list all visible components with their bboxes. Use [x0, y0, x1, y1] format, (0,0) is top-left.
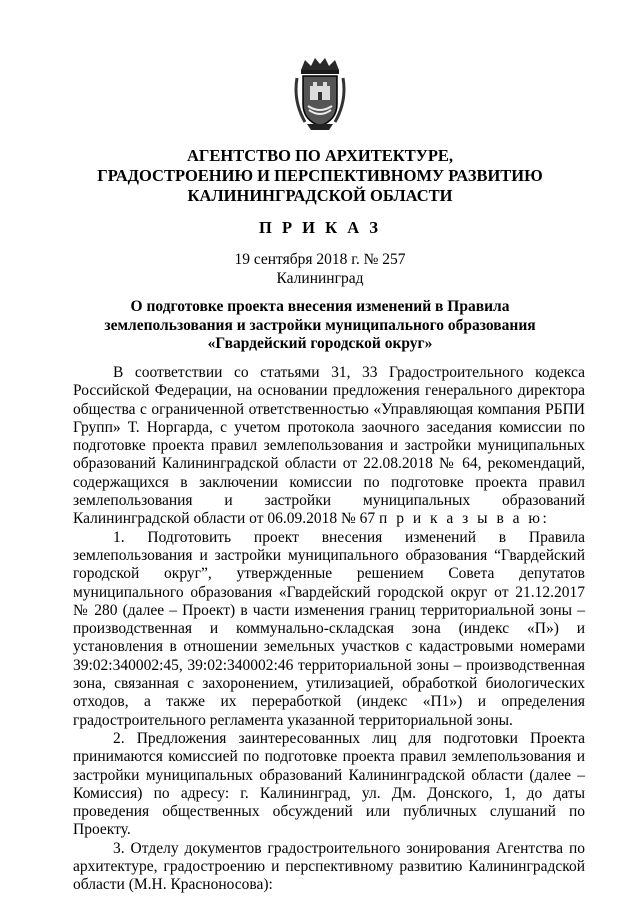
agency-line-2: ГРАДОСТРОЕНИЮ И ПЕРСПЕКТИВНОМУ РАЗВИТИЮ	[97, 166, 543, 185]
preamble-text: В соответствии со статьями 31, 33 Градостроительного кодекса Российской Федерации, на основании предложения генерального директора общества с ограниченной ответственностью «Управляющая компания РБПИ Групп» Т. Норгарда, с учетом протокола заочного заседания комиссии по подготовке проекта правил землепользования и застройки муниципальных образований Калининградской области от 22.08.2018 № 64, рекомендаций, содержащихся в заключении комиссии по подготовке проекта правил землепользования и застройки муниципальных образований Калининградской области от 06.09.2018 № 67	[73, 364, 585, 528]
subject-line-2: землепользования и застройки муниципального образования	[104, 316, 536, 334]
agency-name	[60, 146, 580, 206]
subject-line-3: «Гвардейский городской округ»	[207, 335, 433, 352]
order-city: Калининград	[276, 270, 364, 287]
item-1-paragraph: 1. Подготовить проект внесения изменений в Правила землепользования и застройки муниципального образования “Гвардейский городской округ”, утвержденные решением Совета депутатов муниципального образования «Гвардейский городской округ от 21.12.2017 № 280 (далее – Проект) в части изменения границ территориальной зоны – производственная и коммунально-складская зона (индекс «П») и установления в отношении земельных участков с кадастровыми номерами 39:02:340002:45, 39:02:340002:46 территориальной зоны – производственная зона, связанная с захоронением, утилизацией, обработкой биологических отходов, а также их переработкой (индекс «П1») и определения градостроительного регламента указанной территориальной зоны.	[73, 528, 585, 729]
item-2-paragraph: 2. Предложения заинтересованных лиц для подготовки Проекта принимаются комиссией по подготовке проекта правил землепользования и застройки муниципальных образований Калининградской области (далее – Комиссия) по адресу: г. Калининград, ул. Дм. Донского, 1, до даты проведения общественных обсуждений или публичных слушаний по Проекту.	[73, 729, 585, 839]
order-subject	[70, 298, 570, 354]
agency-line-1: АГЕНТСТВО ПО АРХИТЕКТУРЕ,	[186, 146, 454, 165]
agency-line-3: КАЛИНИНГРАДСКОЙ ОБЛАСТИ	[187, 186, 453, 205]
preamble-paragraph	[73, 364, 585, 529]
order-body	[73, 364, 585, 895]
subject-line-1: О подготовке проекта внесения изменений в Правила	[130, 298, 510, 315]
order-title: П Р И К А З	[259, 218, 381, 237]
item-3-paragraph: 3. Отделу документов градостроительного зонирования Агентства по архитектуре, градостроению и перспективному развитию Калининградской области (М.Н. Красноносова):	[73, 839, 585, 894]
order-date-number: 19 сентября 2018 г. № 257	[234, 251, 406, 268]
order-word: п р и к а з ы в а ю:	[379, 510, 550, 528]
kaliningrad-coat-of-arms-icon	[293, 56, 347, 132]
